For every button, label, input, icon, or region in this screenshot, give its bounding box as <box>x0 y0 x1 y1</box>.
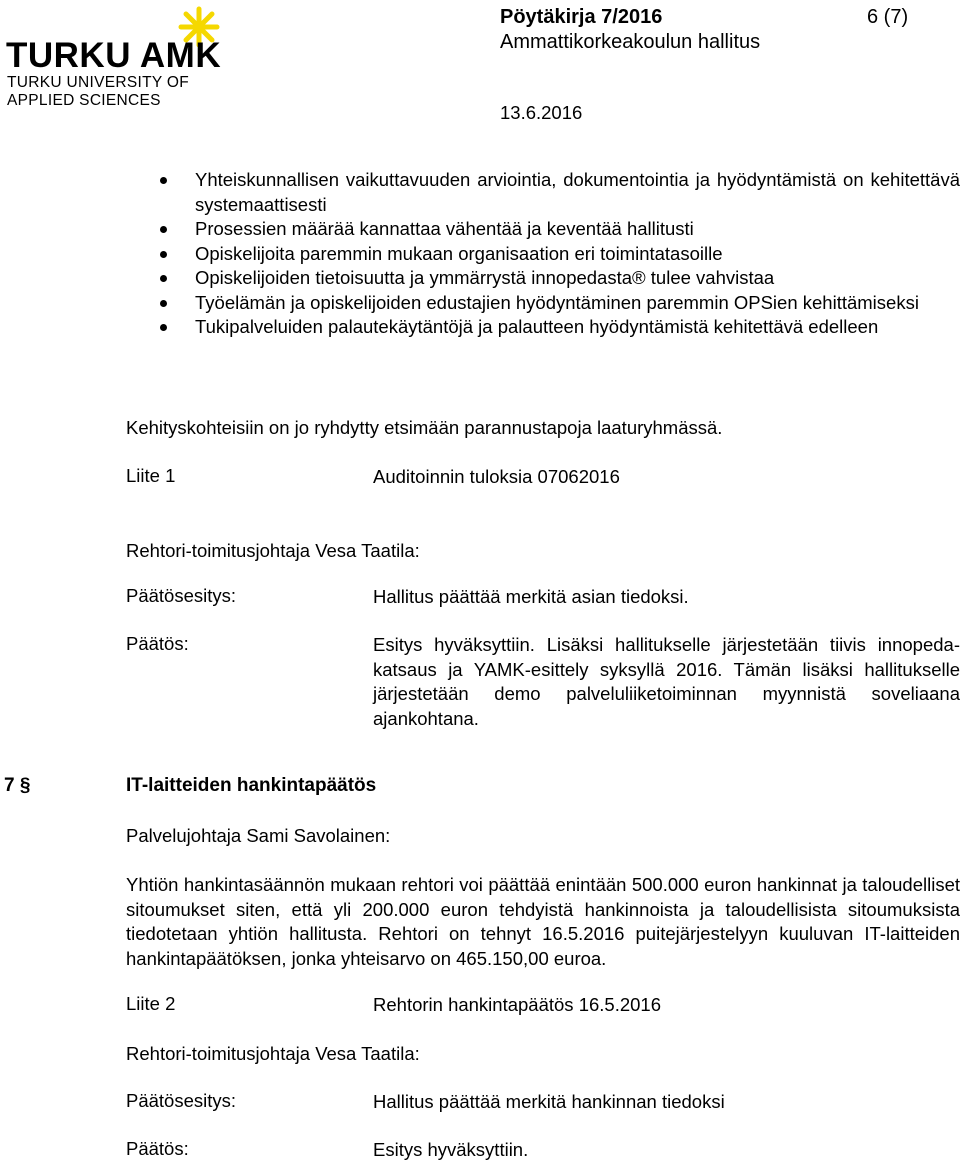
attachment-1-value: Auditoinnin tuloksia 07062016 <box>373 466 620 487</box>
document-title: Pöytäkirja 7/2016 <box>500 6 663 28</box>
page-number: 6 (7) <box>867 6 909 28</box>
document-date: 13.6.2016 <box>500 102 583 123</box>
section-title: IT-laitteiden hankintapäätös <box>126 775 377 796</box>
list-item: Yhteiskunnallisen vaikuttavuuden arviointia, dokumentointia ja hyödyntämistä on kehitettävä systemaattisesti <box>160 168 960 217</box>
proposal-2-value: Hallitus päättää merkitä hankinnan tiedoksi <box>373 1091 725 1112</box>
proposal-2-label: Päätösesitys: <box>126 1090 237 1111</box>
turku-amk-logo <box>0 4 230 108</box>
proposal-1-label: Päätösesitys: <box>126 585 237 606</box>
list-item: Opiskelijoiden tietoisuutta ja ymmärrystä innopedasta® tulee vahvistaa <box>160 266 960 291</box>
decision-1-value: Esitys hyväksyttiin. Lisäksi hallitukselle järjestetään tiivis innopeda-katsaus ja YAMK-esittely syksyllä 2016. Tämän lisäksi hallitukselle järjestetään demo palveluliiketoiminnan myynnistä soveliaana ajankohtana. <box>373 634 960 729</box>
list-item: Prosessien määrää kannattaa vähentää ja keventää hallitusti <box>160 217 960 242</box>
list-item: Opiskelijoita paremmin mukaan organisaation eri toimintatasoille <box>160 242 960 267</box>
logo-subtitle-2: APPLIED SCIENCES <box>7 92 161 109</box>
decision-2-value: Esitys hyväksyttiin. <box>373 1139 529 1160</box>
rector-heading-2: Rehtori-toimitusjohtaja Vesa Taatila: <box>126 1043 420 1064</box>
logo-name: TURKU AMK <box>6 36 222 75</box>
decision-1-label: Päätös: <box>126 633 189 654</box>
section-number: 7 § <box>4 775 31 796</box>
list-item: Työelämän ja opiskelijoiden edustajien hyödyntäminen paremmin OPSien kehittämiseksi <box>160 291 960 316</box>
rector-heading-1: Rehtori-toimitusjohtaja Vesa Taatila: <box>126 540 420 561</box>
decision-2-label: Päätös: <box>126 1138 189 1159</box>
attachment-2-value: Rehtorin hankintapäätös 16.5.2016 <box>373 994 661 1015</box>
proposal-1-value: Hallitus päättää merkitä asian tiedoksi. <box>373 586 689 607</box>
presenter: Palvelujohtaja Sami Savolainen: <box>126 825 391 846</box>
attachment-2-label: Liite 2 <box>126 993 176 1014</box>
development-list <box>160 168 960 340</box>
organization: Ammattikorkeakoulun hallitus <box>500 31 761 53</box>
attachment-1-label: Liite 1 <box>126 465 176 486</box>
list-item: Tukipalveluiden palautekäytäntöjä ja palautteen hyödyntämistä kehitettävä edelleen <box>160 315 960 340</box>
section-body-text: Yhtiön hankintasäännön mukaan rehtori voi päättää enintään 500.000 euron hankinnat ja taloudelliset sitoumukset siten, että yli 200.000 euron tehdyistä hankinnoista ja taloudellisista sitoumuksista tiedotetaan yhtiön hallitusta. Rehtori on tehnyt 16.5.2016 puitejärjestelyyn kuuluvan IT-laitteiden hankintapäätöksen, jonka yhteisarvo on 465.150,00 euroa. <box>126 874 960 969</box>
development-note: Kehityskohteisiin on jo ryhdytty etsimään parannustapoja laaturyhmässä. <box>126 417 723 438</box>
logo-subtitle-1: TURKU UNIVERSITY OF <box>7 74 189 91</box>
